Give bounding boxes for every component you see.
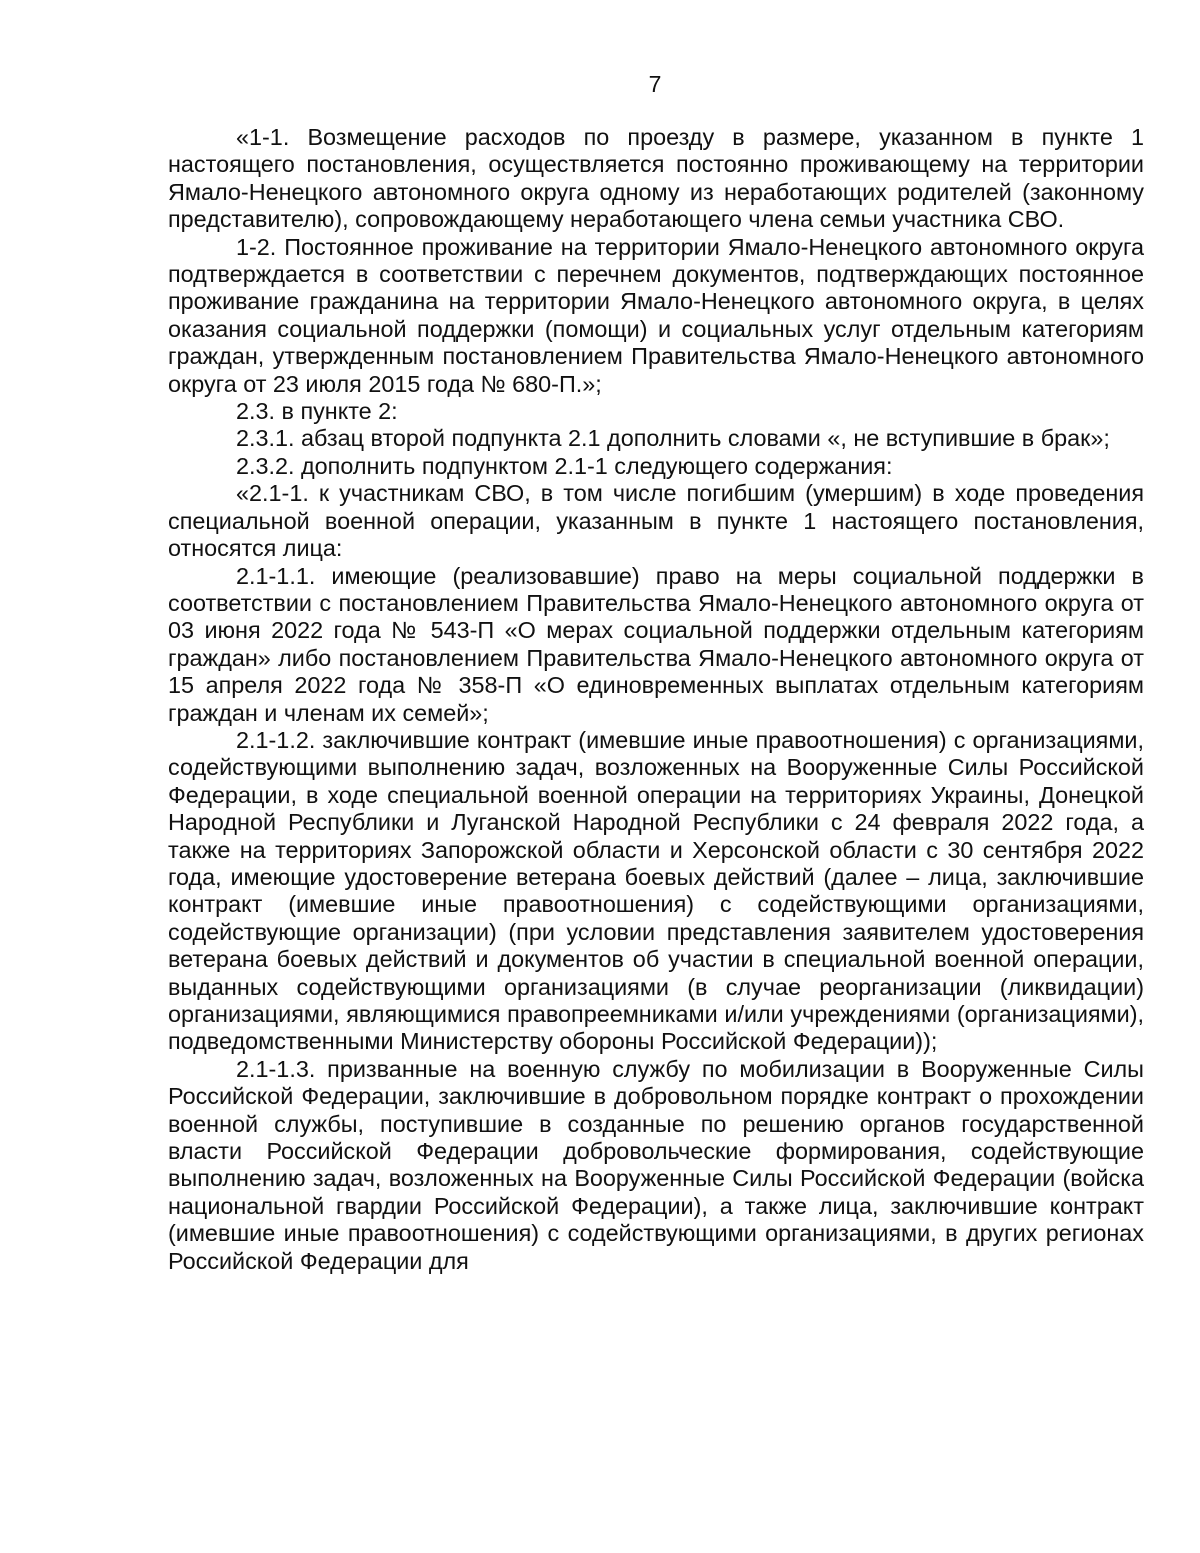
paragraph-1-2: 1-2. Постоянное проживание на территории Ямало-Ненецкого автономного округа подтверждается в соответствии с перечнем документов, подтверждающих постоянное проживание гражданина на территории Ямало-Ненецкого автономного округа, в целях оказания социальной поддержки (помощи) и социальных услуг отдельным категориям граждан, утвержденным постановлением Правительства Ямало-Ненецкого автономного округа от 23 июля 2015 года № 680-П.»; bbox=[168, 233, 1144, 397]
paragraph-2-3-1: 2.3.1. абзац второй подпункта 2.1 дополнить словами «, не вступившие в брак»; bbox=[236, 425, 1110, 452]
page-number: 7 bbox=[648, 71, 662, 97]
document-body bbox=[168, 124, 1144, 1275]
paragraph-2-1-1-3: 2.1-1.3. призванные на военную службу по мобилизации в Вооруженные Силы Российской Федерации, заключившие в добровольном порядке контракт о прохождении военной службы, поступившие в созданные по решению органов государственной власти Российской Федерации добровольческие формирования, содействующие выполнению задач, возложенных на Вооруженные Силы Российской Федерации (войска национальной гвардии Российской Федерации), а также лица, заключившие контракт (имевшие иные правоотношения) с содействующими организациями, в других регионах Российской Федерации для bbox=[168, 1055, 1144, 1274]
paragraph-1-1: «1-1. Возмещение расходов по проезду в размере, указанном в пункте 1 настоящего постановления, осуществляется постоянно проживающему на территории Ямало-Ненецкого автономного округа одному из неработающих родителей (законному представителю), сопровождающему неработающего члена семьи участника СВО. bbox=[168, 124, 1144, 233]
paragraph-2-1-1: «2.1-1. к участникам СВО, в том числе погибшим (умершим) в ходе проведения специальной военной операции, указанным в пункте 1 настоящего постановления, относятся лица: bbox=[168, 480, 1144, 562]
paragraph-2-3-2: 2.3.2. дополнить подпунктом 2.1-1 следующего содержания: bbox=[236, 452, 893, 479]
paragraph-2-3: 2.3. в пункте 2: bbox=[236, 398, 398, 425]
paragraph-2-1-1-2: 2.1-1.2. заключившие контракт (имевшие иные правоотношения) с организациями, содействующими выполнению задач, возложенных на Вооруженные Силы Российской Федерации, в ходе специальной военной операции на территориях Украины, Донецкой Народной Республики и Луганской Народной Республики с 24 февраля 2022 года, а также на территориях Запорожской области и Херсонской области с 30 сентября 2022 года, имеющие удостоверение ветерана боевых действий (далее – лица, заключившие контракт (имевшие иные правоотношения) с содействующими организациями, содействующие организации) (при условии представления заявителем удостоверения ветерана боевых действий и документов об участии в специальной военной операции, выданных содействующими организациями (в случае реорганизации (ликвидации) организациями, являющимися правопреемниками и/или учреждениями (организациями), подведомственными Министерству обороны Российской Федерации)); bbox=[168, 726, 1144, 1055]
paragraph-2-1-1-1: 2.1-1.1. имеющие (реализовавшие) право на меры социальной поддержки в соответствии с постановлением Правительства Ямало-Ненецкого автономного округа от 03 июня 2022 года № 543-П «О мерах социальной поддержки отдельным категориям граждан» либо постановлением Правительства Ямало-Ненецкого автономного округа от 15 апреля 2022 года № 358-П «О единовременных выплатах отдельным категориям граждан и членам их семей»; bbox=[168, 562, 1144, 726]
